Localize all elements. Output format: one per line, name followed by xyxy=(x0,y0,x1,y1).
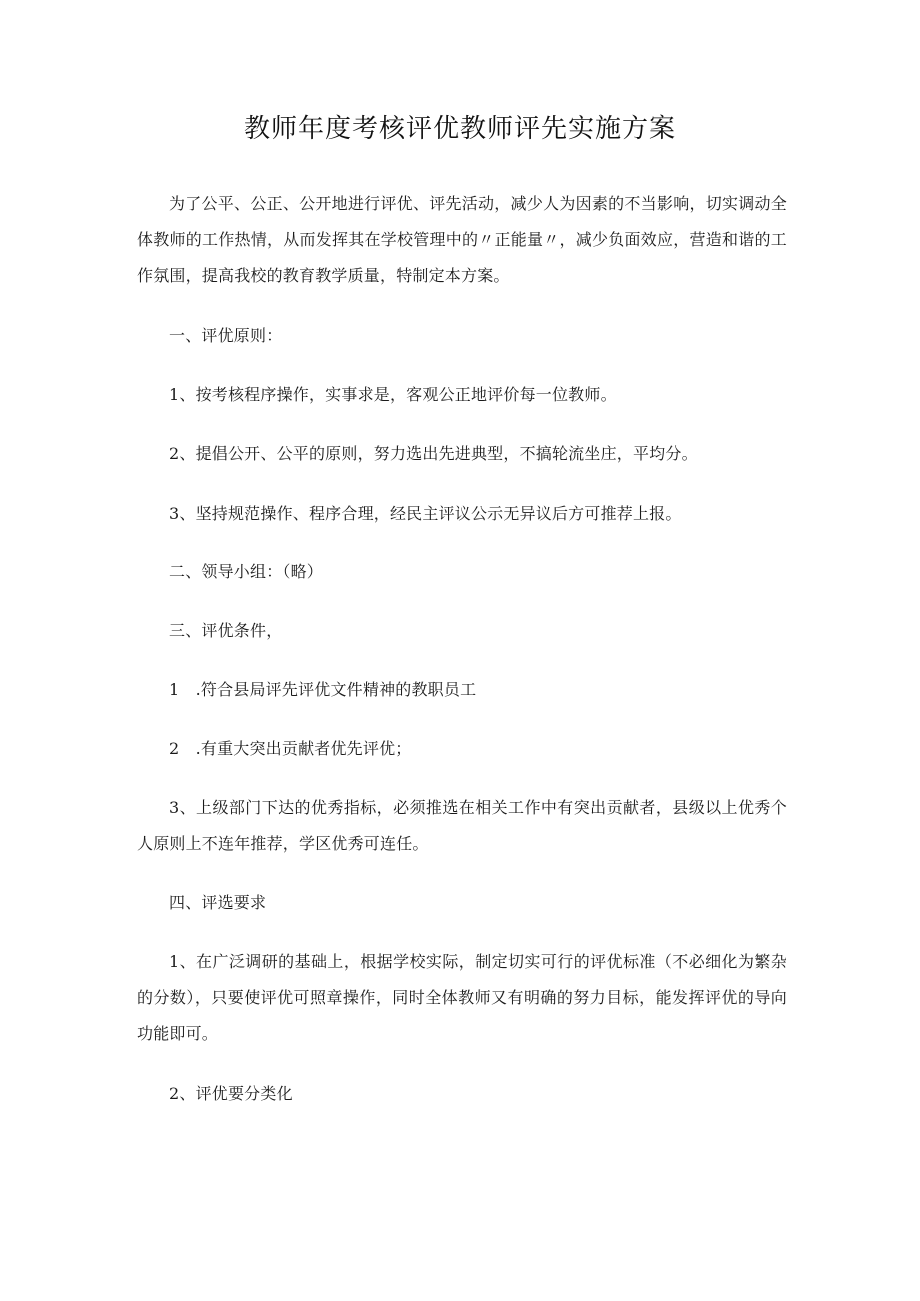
section-heading-principles: 一、评优原则： xyxy=(169,326,283,345)
section-heading-conditions: 三、评优条件， xyxy=(169,621,283,640)
requirement-item-1: 1、在广泛调研的基础上，根据学校实际，制定切实可行的评优标准（不必细化为繁杂的分数），只要使评优可照章操作，同时全体教师又有明确的努力目标，能发挥评优的导向功能即可。 xyxy=(137,952,787,1043)
intro-paragraph: 为了公平、公正、公开地进行评优、评先活动，减少人为因素的不当影响，切实调动全体教师的工作热情，从而发挥其在学校管理中的〃正能量〃，减少负面效应，营造和谐的工作氛围，提高我校的教育教学质量，特制定本方案。 xyxy=(137,194,787,285)
condition-item-3: 3、上级部门下达的优秀指标，必须推选在相关工作中有突出贡献者，县级以上优秀个人原则上不连年推荐，学区优秀可连任。 xyxy=(137,798,787,853)
principle-item-2: 2、提倡公开、公平的原则，努力选出先进典型，不搞轮流坐庄，平均分。 xyxy=(169,444,698,463)
document-title: 教师年度考核评优教师评先实施方案 xyxy=(243,114,676,144)
condition-item-2: 2 .有重大突出贡献者优先评优； xyxy=(169,739,412,758)
section-heading-leadership: 二、领导小组：（略） xyxy=(169,562,324,581)
section-heading-requirements: 四、评选要求 xyxy=(169,893,267,912)
condition-item-1: 1 .符合县局评先评优文件精神的教职员工 xyxy=(169,680,477,699)
requirement-item-2: 2、评优要分类化 xyxy=(169,1084,293,1103)
principle-item-3: 3、坚持规范操作、程序合理，经民主评议公示无异议后方可推荐上报。 xyxy=(169,504,682,523)
principle-item-1: 1、按考核程序操作，实事求是，客观公正地评价每一位教师。 xyxy=(169,385,617,404)
